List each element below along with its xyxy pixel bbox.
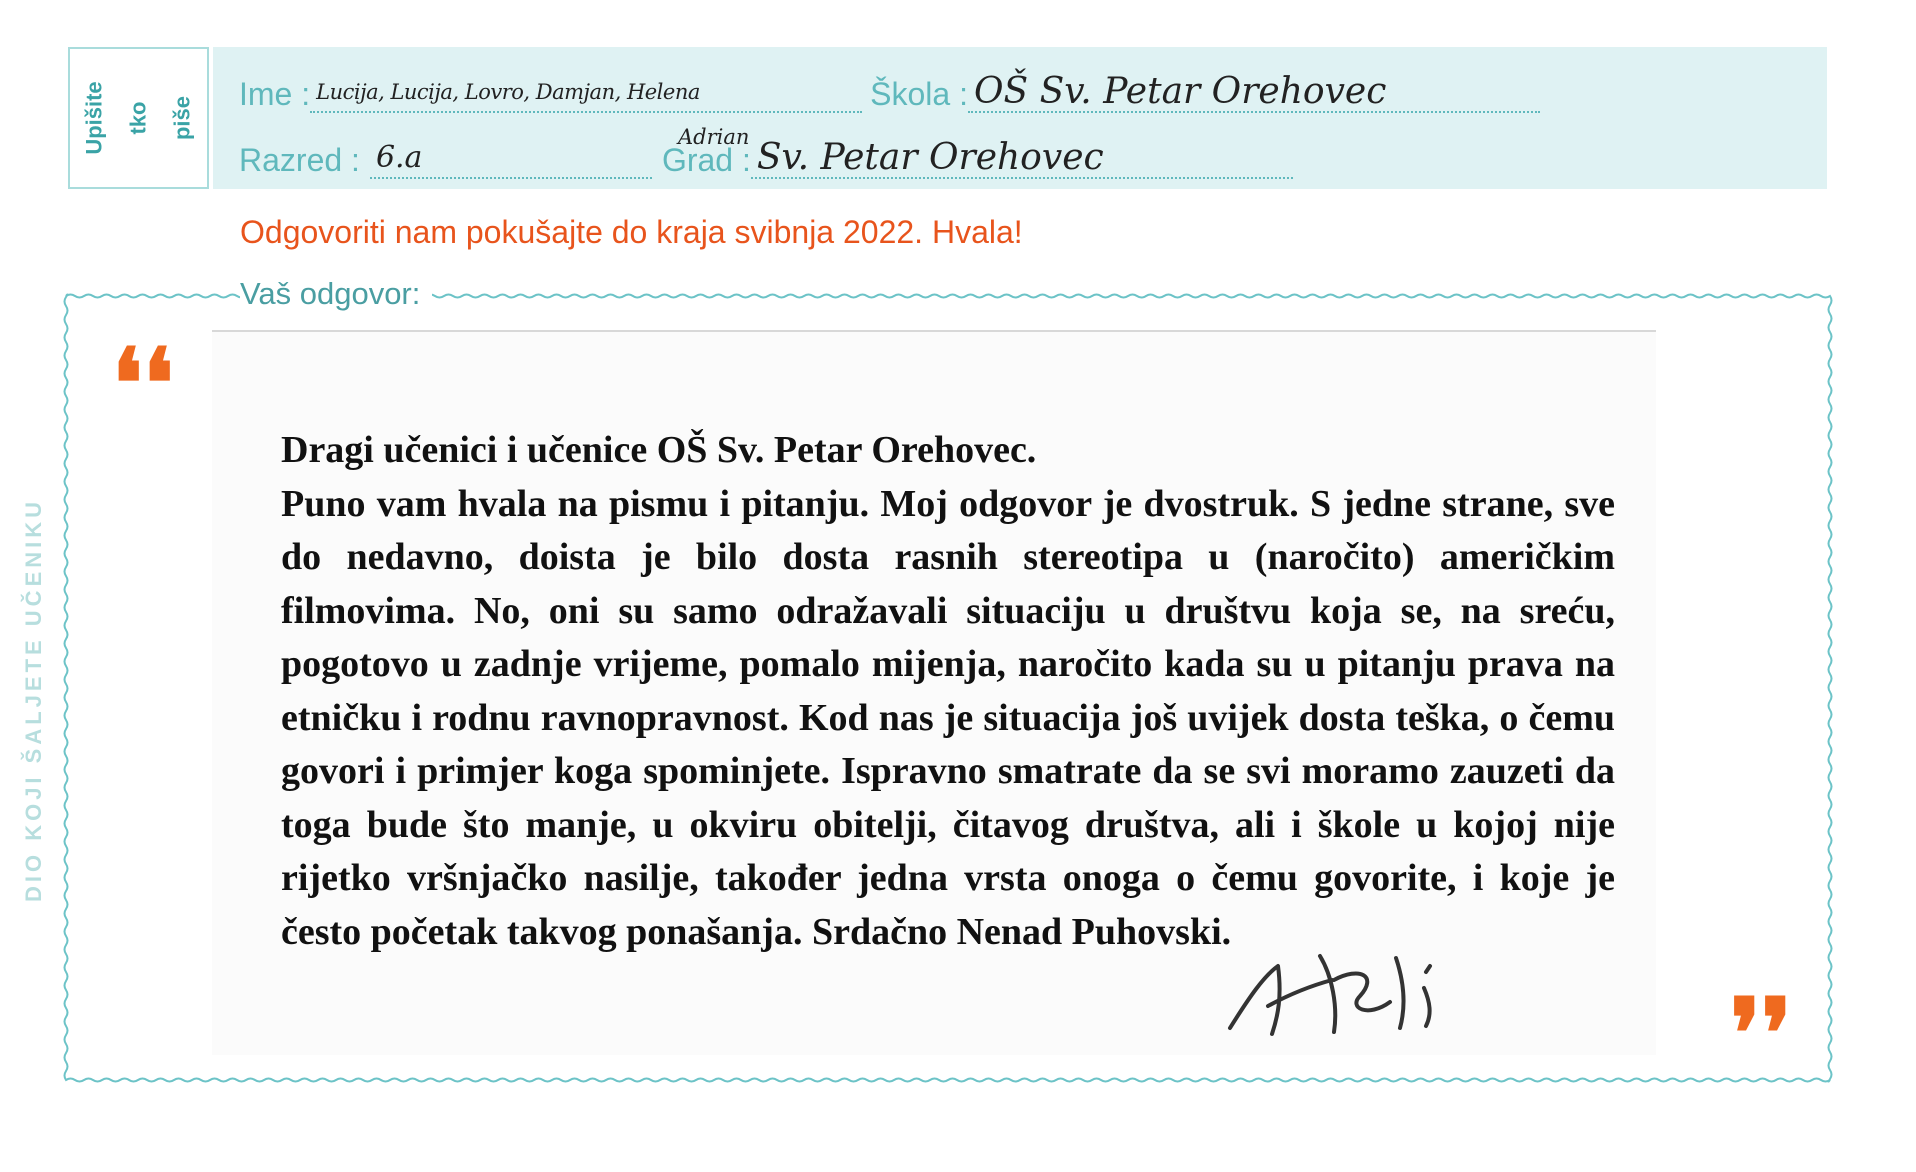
close-quote-icon: ❜❜ [1730,977,1792,1090]
letter-greeting: Dragi učenici i učenice OŠ Sv. Petar Orehovec. [281,429,1037,471]
writer-box-line3: piše [169,95,195,141]
writer-box-line1: Upišite [81,81,107,155]
signature-icon [1220,936,1520,1046]
letter-text [281,424,1615,959]
row-class-city [239,139,1293,179]
name-extra: Adrian [678,125,750,149]
side-label-text: DIO KOJI ŠALJETE UČENIKU [21,497,47,903]
writer-box [68,47,209,189]
deadline-text: Odgovoriti nam pokušajte do kraja svibnja 2022. Hvala! [240,214,1023,250]
answer-label: Vaš odgovor: [240,276,432,312]
class-field[interactable]: 6.a [370,139,652,179]
class-label: Razred : [239,142,360,178]
writer-info-band [213,47,1827,189]
row-name-school [239,73,1540,113]
city-field[interactable]: Sv. Petar Orehovec [751,139,1293,179]
name-field[interactable]: Lucija, Lucija, Lovro, Damjan, Helena [310,73,862,113]
city-label: Grad : [661,142,751,178]
letter-body: Puno vam hvala na pismu i pitanju. Moj odgovor je dvostruk. S jedne strane, sve do nedavno, doista je bilo dosta rasnih stereotipa u (naročito) američkim filmovima. No, oni su samo odražavali situaciju u društvu koja se, na sreću, pogotovo u zadnje vrijeme, pomalo mijenja, naročito kada su u pitanju prava na etničku i rodnu ravnopravnost. Kod nas je situacija još uvijek dosta teška, o čemu govori i primjer koga spominjete. Ispravno smatrate da se svi moramo zauzeti da toga bude što manje, u okviru obitelji, čitavog društva, ali i škole u kojoj nije rijetko vršnjačko nasilje, također jedna vrsta onoga o čemu govorite, i koje je često početak takvog ponašanja. Srdačno Nenad Puhovski. [281,482,1615,953]
school-label: Škola : [870,76,968,112]
open-quote-icon: ❛❛ [112,327,174,440]
side-vertical-label [4,460,64,940]
writer-box-text [72,81,204,154]
name-label: Ime : [239,76,311,112]
writer-box-line2: tko [125,101,151,135]
school-field[interactable]: OŠ Sv. Petar Orehovec [968,73,1540,113]
